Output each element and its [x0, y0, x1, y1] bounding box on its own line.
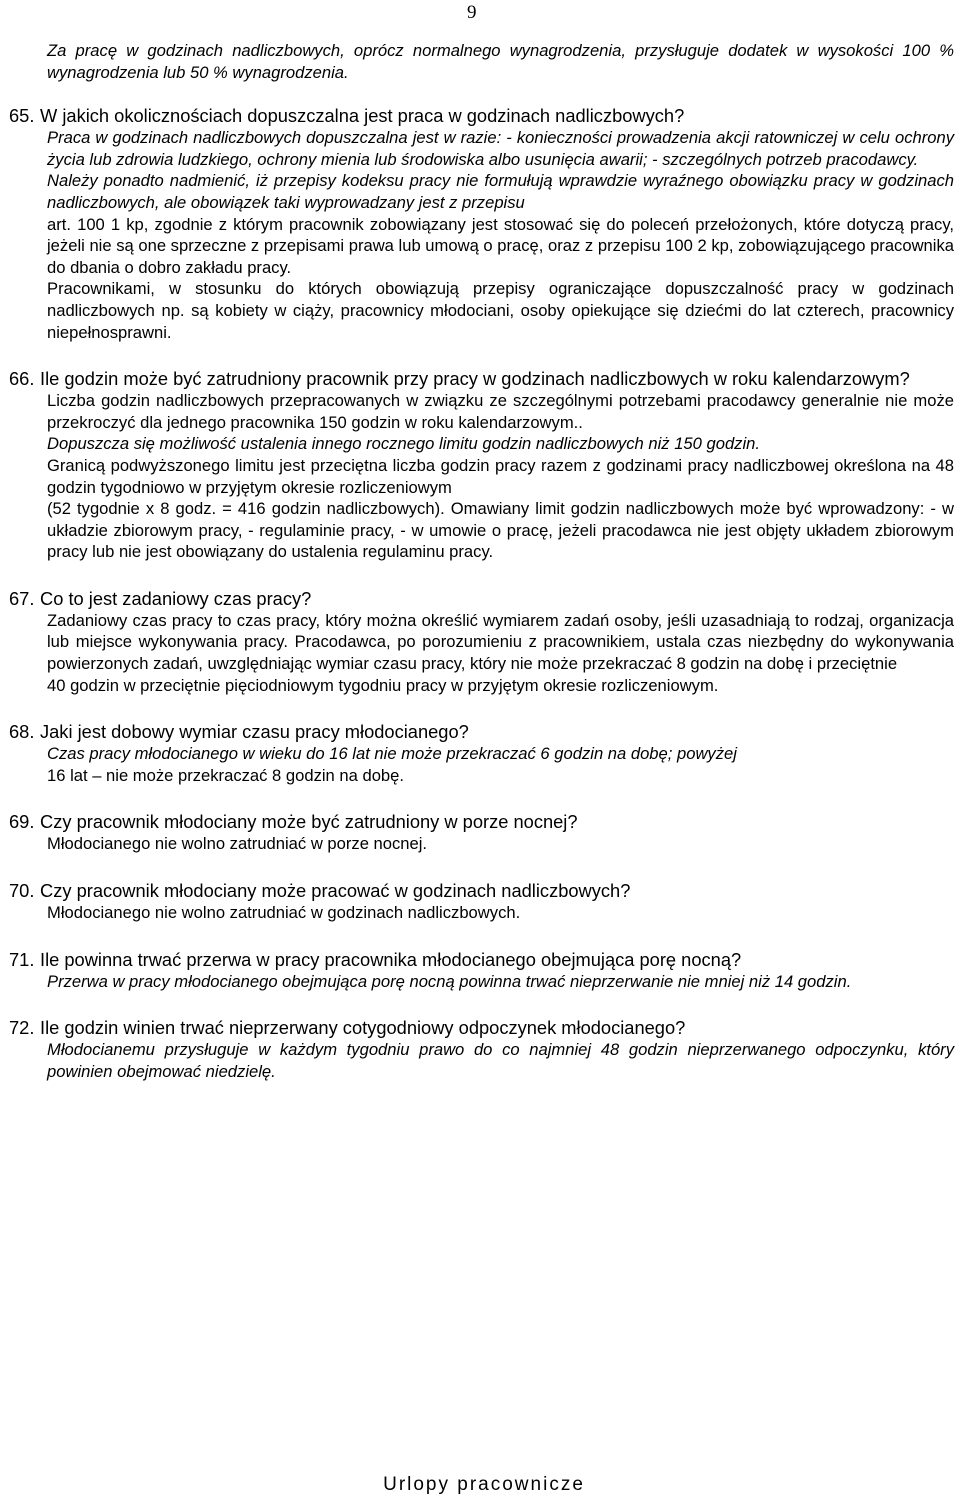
- intro-paragraph: Za pracę w godzinach nadliczbowych, oprócz normalnego wynagrodzenia, przysługuje dodatek w wysokości 100 % wynagrodzenia lub 50 % wynagrodzenia.: [47, 41, 954, 82]
- question-number: 72.: [9, 1017, 35, 1039]
- section-heading-footer: Urlopy pracownicze: [383, 1474, 585, 1495]
- answer-68-paragraph-1: Czas pracy młodocianego w wieku do 16 lat nie może przekraczać 6 godzin na dobę; powyżej: [47, 744, 737, 764]
- question-67: [0, 587, 960, 610]
- question-72: [0, 1016, 960, 1039]
- question-text: Ile godzin winien trwać nieprzerwany cotygodniowy odpoczynek młodocianego?: [40, 1017, 686, 1039]
- question-number: 68.: [9, 721, 35, 743]
- question-68: [0, 720, 960, 743]
- answer-67-paragraph-2: 40 godzin w przeciętnie pięciodniowym tygodniu pracy w przyjętym okresie rozliczeniowym.: [47, 675, 719, 695]
- page-content: [0, 40, 960, 1082]
- answer-65-paragraph-2: Należy ponadto nadmienić, iż przepisy kodeksu pracy nie formułują wprawdzie wyraźnego obowiązku pracy w godzinach nadliczbowych, ale obowiązek taki wyprowadzany jest z przepisu: [47, 171, 954, 212]
- answer-68-paragraph-2: 16 lat – nie może przekraczać 8 godzin na dobę.: [47, 765, 404, 785]
- question-number: 66.: [9, 368, 35, 390]
- question-number: 67.: [9, 587, 35, 609]
- question-number: 70.: [9, 880, 35, 902]
- answer-66-paragraph-4: (52 tygodnie x 8 godz. = 416 godzin nadliczbowych). Omawiany limit godzin nadliczbowych może być wprowadzony: - w układzie zbiorowym pracy, - regulaminie pracy, - w umowie o pracę, jeżeli pracodawca nie jest objęty układem zbiorowym pracy lub nie jest obowiązany do ustalenia regulaminu pracy.: [47, 499, 954, 562]
- question-text: Czy pracownik młodociany może być zatrudniony w porze nocnej?: [40, 811, 578, 833]
- question-71: [0, 948, 960, 971]
- question-text: Ile powinna trwać przerwa w pracy pracownika młodocianego obejmująca porę nocną?: [40, 948, 742, 970]
- question-number: 69.: [9, 811, 35, 833]
- answer-69-paragraph-1: Młodocianego nie wolno zatrudniać w porze nocnej.: [47, 834, 428, 854]
- answer-65-paragraph-1: Praca w godzinach nadliczbowych dopuszczalna jest w razie: - konieczności prowadzenia akcji ratowniczej w celu ochrony życia lub zdrowia ludzkiego, ochrony mienia lub środowiska albo usunięcia awarii; - szczególnych potrzeb pracodawcy.: [47, 128, 954, 169]
- answer-66-paragraph-2: Dopuszcza się możliwość ustalenia innego rocznego limitu godzin nadliczbowych niż 150 godzin.: [47, 434, 760, 454]
- question-text: Jaki jest dobowy wymiar czasu pracy młodocianego?: [40, 721, 469, 743]
- answer-67-paragraph-1: Zadaniowy czas pracy to czas pracy, który można określić wymiarem zadań osoby, jeśli uzasadniają to rodzaj, organizacja lub miejsce wykonywania pracy. Pracodawca, po porozumieniu z pracownikiem, ustala czas niezbędny do wykonywania powierzonych zadań, uwzględniając wymiar czasu pracy, który nie może przekraczać 8 godzin na dobę i przeciętnie: [47, 610, 954, 674]
- question-text: Co to jest zadaniowy czas pracy?: [40, 587, 312, 609]
- answer-70-paragraph-1: Młodocianego nie wolno zatrudniać w godzinach nadliczbowych.: [47, 903, 521, 923]
- page-number: 9: [467, 2, 477, 23]
- answer-66-paragraph-3: Granicą podwyższonego limitu jest przeciętna liczba godzin pracy razem z godzinami pracy nadliczbowej określona na 48 godzin tygodniowo w przyjętym okresie rozliczeniowym: [47, 455, 954, 497]
- question-69: [0, 810, 960, 833]
- question-number: 65.: [9, 105, 35, 127]
- answer-66-paragraph-1: Liczba godzin nadliczbowych przepracowanych w związku ze szczególnymi potrzebami pracodawcy generalnie nie może przekroczyć dla jednego pracownika 150 godzin w roku kalendarzowym..: [47, 391, 954, 432]
- question-70: [0, 879, 960, 902]
- question-number: 71.: [9, 948, 35, 970]
- question-text: Czy pracownik młodociany może pracować w godzinach nadliczbowych?: [40, 880, 631, 902]
- answer-65-paragraph-3: art. 100 1 kp, zgodnie z którym pracownik zobowiązany jest stosować się do poleceń przełożonych, które dotyczą pracy, jeżeli nie są one sprzeczne z przepisami prawa lub umową o pracę, oraz z przepisu 100 2 kp, zobowiązującego pracownika do dbania o dobro zakładu pracy.: [47, 214, 954, 277]
- answer-72-paragraph-1: Młodocianemu przysługuje w każdym tygodniu prawo do co najmniej 48 godzin nieprzerwanego odpoczynku, który powinien obejmować niedzielę.: [47, 1040, 954, 1081]
- question-65: [0, 104, 960, 127]
- question-text: W jakich okolicznościach dopuszczalna jest praca w godzinach nadliczbowych?: [40, 105, 685, 127]
- answer-71-paragraph-1: Przerwa w pracy młodocianego obejmująca porę nocną powinna trwać nieprzerwanie nie mniej niż 14 godzin.: [47, 971, 852, 991]
- question-text: Ile godzin może być zatrudniony pracownik przy pracy w godzinach nadliczbowych w roku kalendarzowym?: [40, 368, 910, 390]
- question-66: [0, 367, 960, 390]
- answer-65-paragraph-4: Pracownikami, w stosunku do których obowiązują przepisy ograniczające dopuszczalność pracy w godzinach nadliczbowych np. są kobiety w ciąży, pracownicy młodociani, osoby opiekujące się dziećmi do lat czterech, pracownicy niepełnosprawni.: [47, 279, 954, 342]
